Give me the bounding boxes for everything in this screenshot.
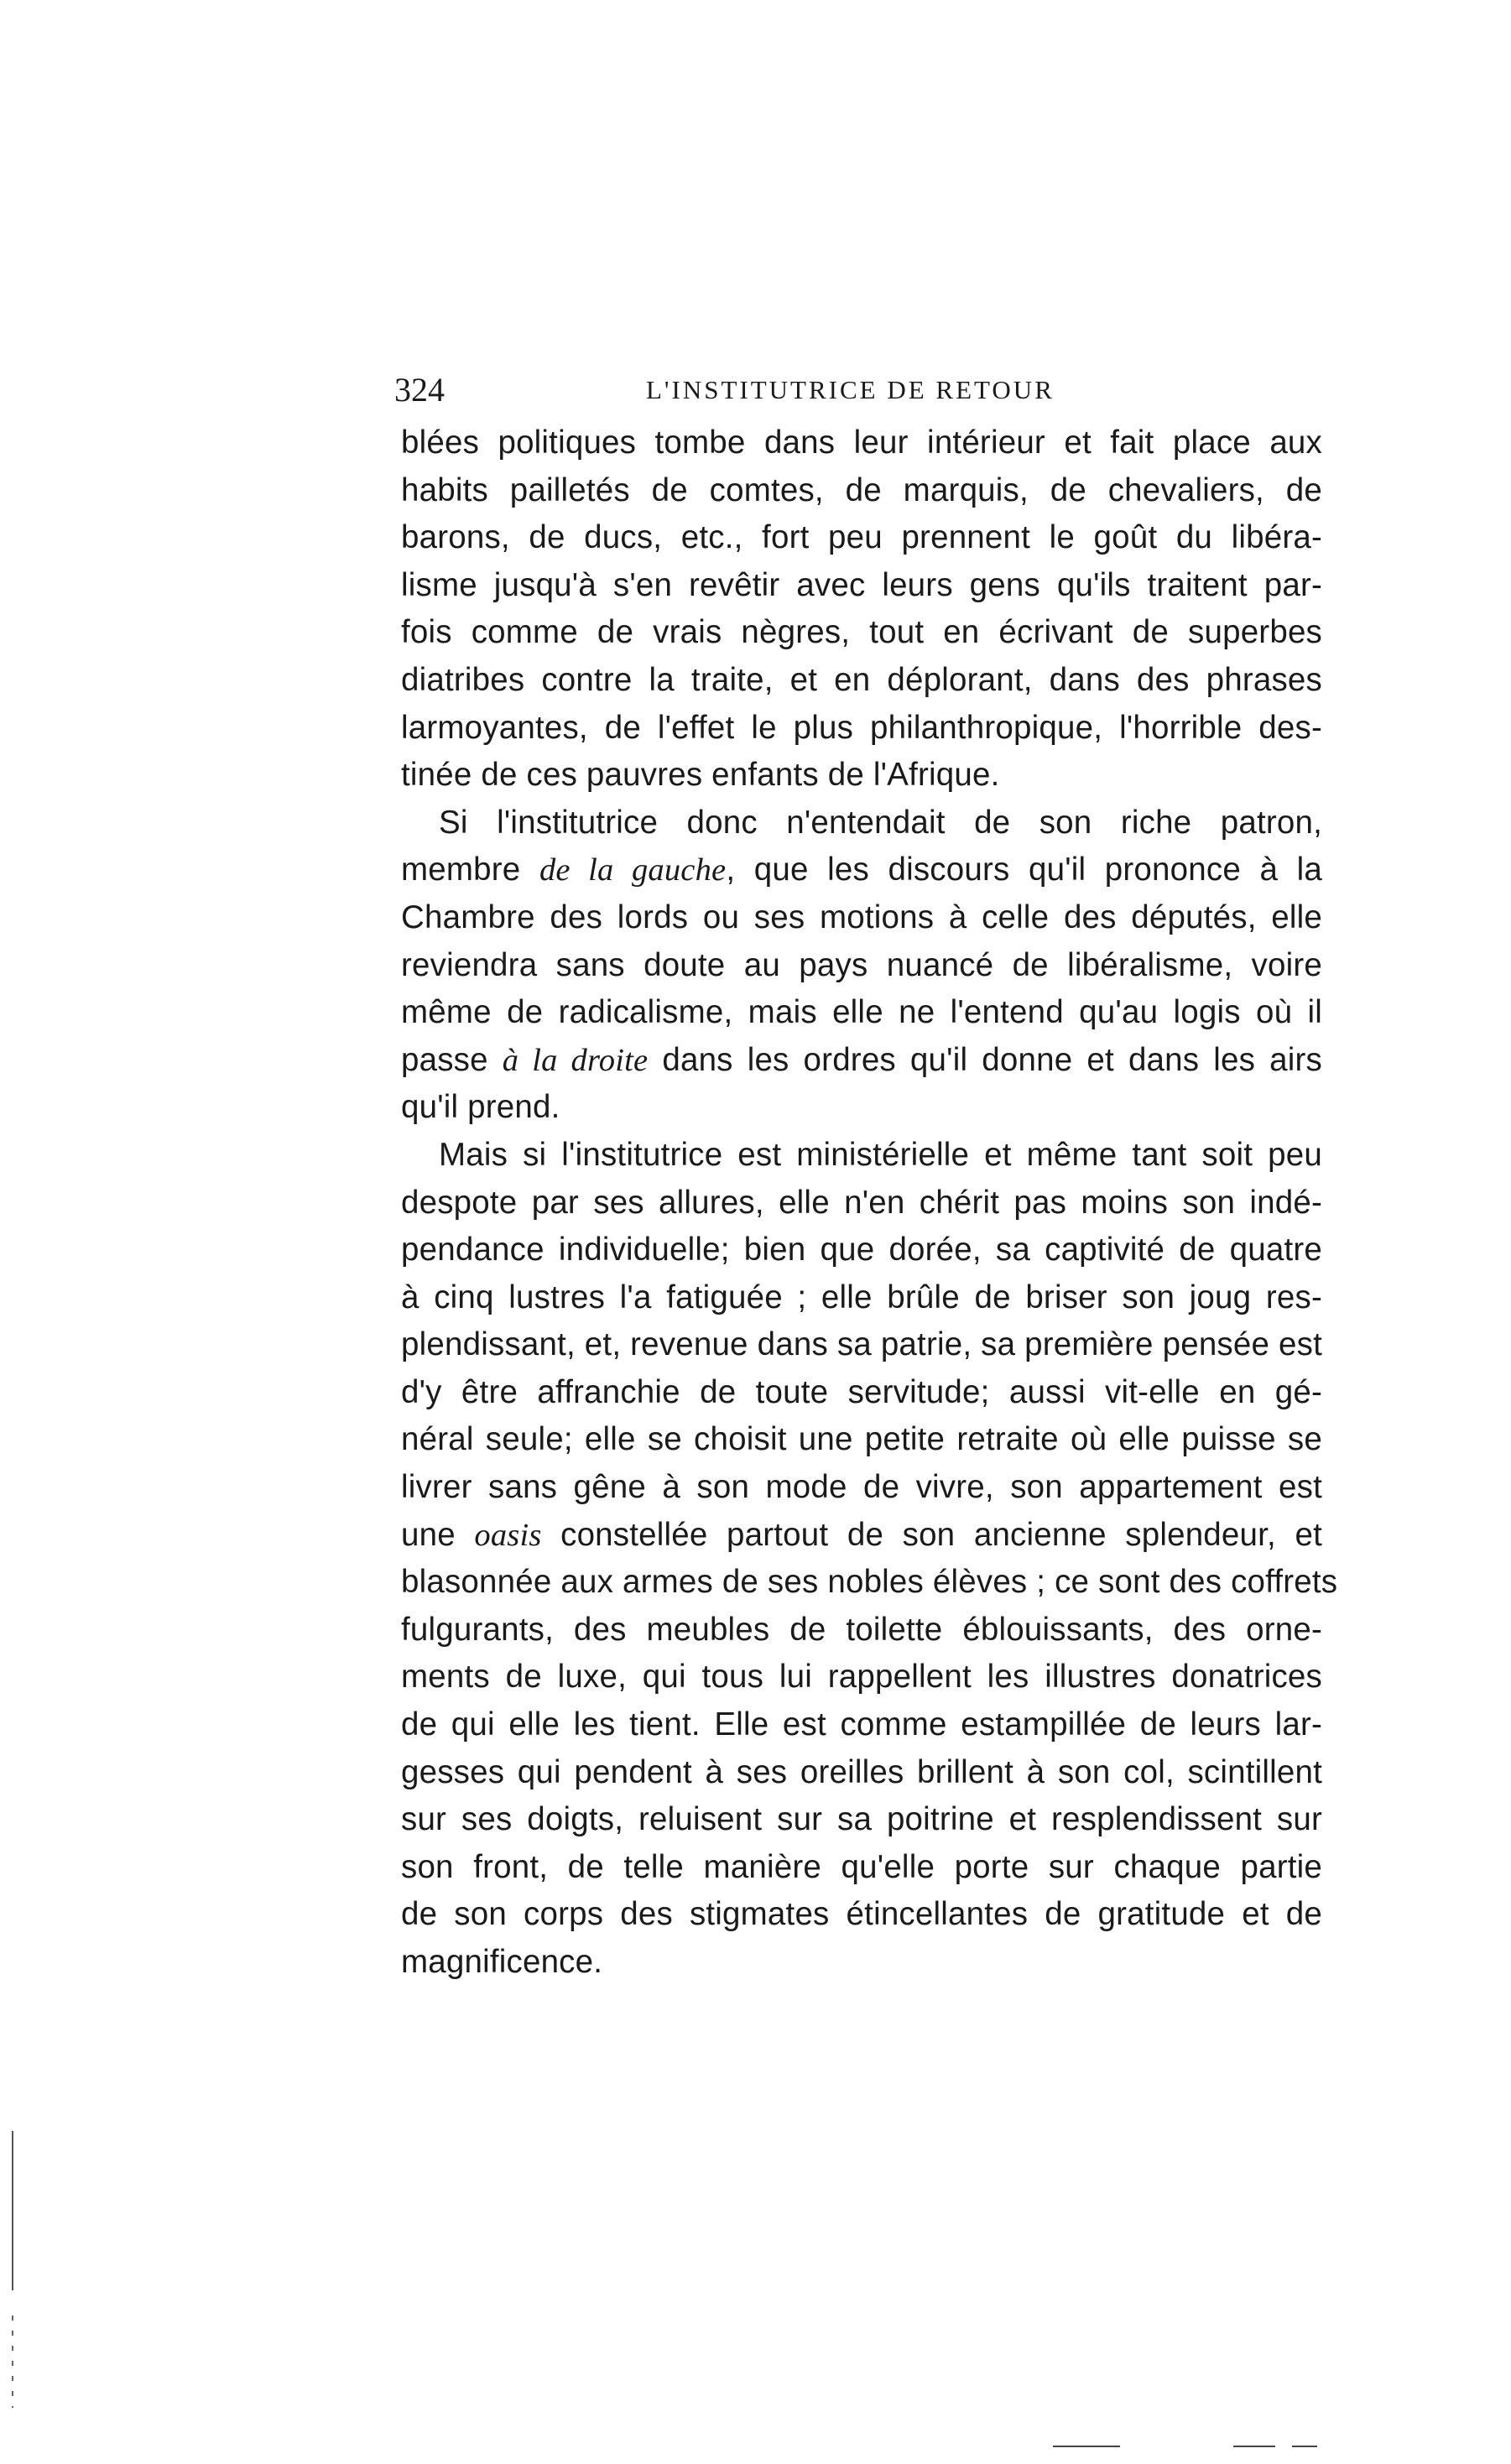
text-line: habits pailletés de comtes, de marquis, de chevaliers, de <box>401 471 1322 508</box>
text-line: son front, de telle manière qu'elle porte sur chaque partie <box>401 1848 1322 1885</box>
text-line: Mais si l'institutrice est ministérielle et même tant soit peu <box>439 1136 1322 1173</box>
text-line: Chambre des lords ou ses motions à celle des députés, elle <box>401 899 1322 935</box>
scan-footer-rule <box>1233 2446 1275 2447</box>
text-line: plendissant, et, revenue dans sa patrie, sa première pensée est <box>401 1326 1322 1363</box>
page-number: 324 <box>394 371 445 409</box>
text-line: barons, de ducs, etc., fort peu prennent le goût du libéra- <box>401 519 1322 556</box>
text-line: reviendra sans doute au pays nuancé de libéralisme, voire <box>401 946 1322 983</box>
text-line: despote par ses allures, elle n'en chérit pas moins son indé- <box>401 1184 1322 1221</box>
italic-phrase: oasis <box>474 1517 542 1553</box>
scan-margin-dots <box>12 2316 13 2408</box>
text-line: qu'il prend. <box>401 1089 560 1126</box>
text-line: diatribes contre la traite, et en déplorant, dans des phrases <box>401 661 1322 698</box>
running-title: L'INSTITUTRICE DE RETOUR <box>646 375 1055 404</box>
scan-footer-rule <box>1292 2446 1317 2447</box>
text-line: de qui elle les tient. Elle est comme estampillée de leurs lar- <box>401 1706 1322 1743</box>
text-line: tinée de ces pauvres enfants de l'Afrique. <box>401 757 1000 794</box>
text-fragment: dans les ordres qu'il donne et dans les airs <box>648 1041 1322 1078</box>
text-fragment: membre <box>401 852 539 888</box>
scan-margin-line <box>12 2131 13 2290</box>
text-line: lisme jusqu'à s'en revêtir avec leurs gens qu'ils traitent par- <box>401 566 1322 603</box>
text-line: blées politiques tombe dans leur intérieur et fait place aux <box>401 425 1322 461</box>
text-line: ments de luxe, qui tous lui rappellent les illustres donatrices <box>401 1659 1322 1696</box>
text-line <box>401 1037 1322 1085</box>
text-line: sur ses doigts, reluisent sur sa poitrine et resplendissent sur <box>401 1801 1322 1838</box>
text-fragment: constellée partout de son ancienne splendeur, et <box>541 1516 1322 1553</box>
text-line: larmoyantes, de l'effet le plus philanthropique, l'horrible des- <box>401 709 1322 746</box>
text-line: à cinq lustres l'a fatiguée ; elle brûle de briser son joug res- <box>401 1279 1322 1315</box>
text-line: d'y être affranchie de toute servitude; aussi vit-elle en gé- <box>401 1373 1322 1410</box>
body-text <box>401 419 1338 1987</box>
italic-phrase: de la gauche <box>539 852 727 888</box>
italic-phrase: à la droite <box>502 1042 649 1078</box>
text-line <box>401 847 1322 894</box>
text-line: gesses qui pendent à ses oreilles brillent à son col, scintillent <box>401 1753 1322 1790</box>
scan-footer-rule <box>1053 2446 1120 2447</box>
text-line: même de radicalisme, mais elle ne l'entend qu'au logis où il <box>401 994 1322 1031</box>
text-line: blasonnée aux armes de ses nobles élèves ; ce sont des coffrets <box>401 1564 1338 1601</box>
text-fragment: , que les discours qu'il prononce à la <box>726 852 1322 888</box>
text-line <box>401 1512 1322 1560</box>
text-line: Si l'institutrice donc n'entendait de son riche patron, <box>439 804 1322 841</box>
text-fragment: passe <box>401 1041 503 1078</box>
text-line: néral seule; elle se choisit une petite retraite où elle puisse se <box>401 1421 1322 1458</box>
text-line: fois comme de vrais nègres, tout en écrivant de superbes <box>401 614 1322 651</box>
running-head <box>394 369 1317 411</box>
text-fragment: une <box>401 1516 475 1553</box>
text-line: magnificence. <box>401 1944 603 1980</box>
text-line: pendance individuelle; bien que dorée, sa captivité de quatre <box>401 1232 1322 1268</box>
text-line: fulgurants, des meubles de toilette éblouissants, des orne- <box>401 1611 1322 1648</box>
text-line: livrer sans gêne à son mode de vivre, son appartement est <box>401 1469 1322 1506</box>
text-line: de son corps des stigmates étincellantes de gratitude et de <box>401 1896 1322 1933</box>
